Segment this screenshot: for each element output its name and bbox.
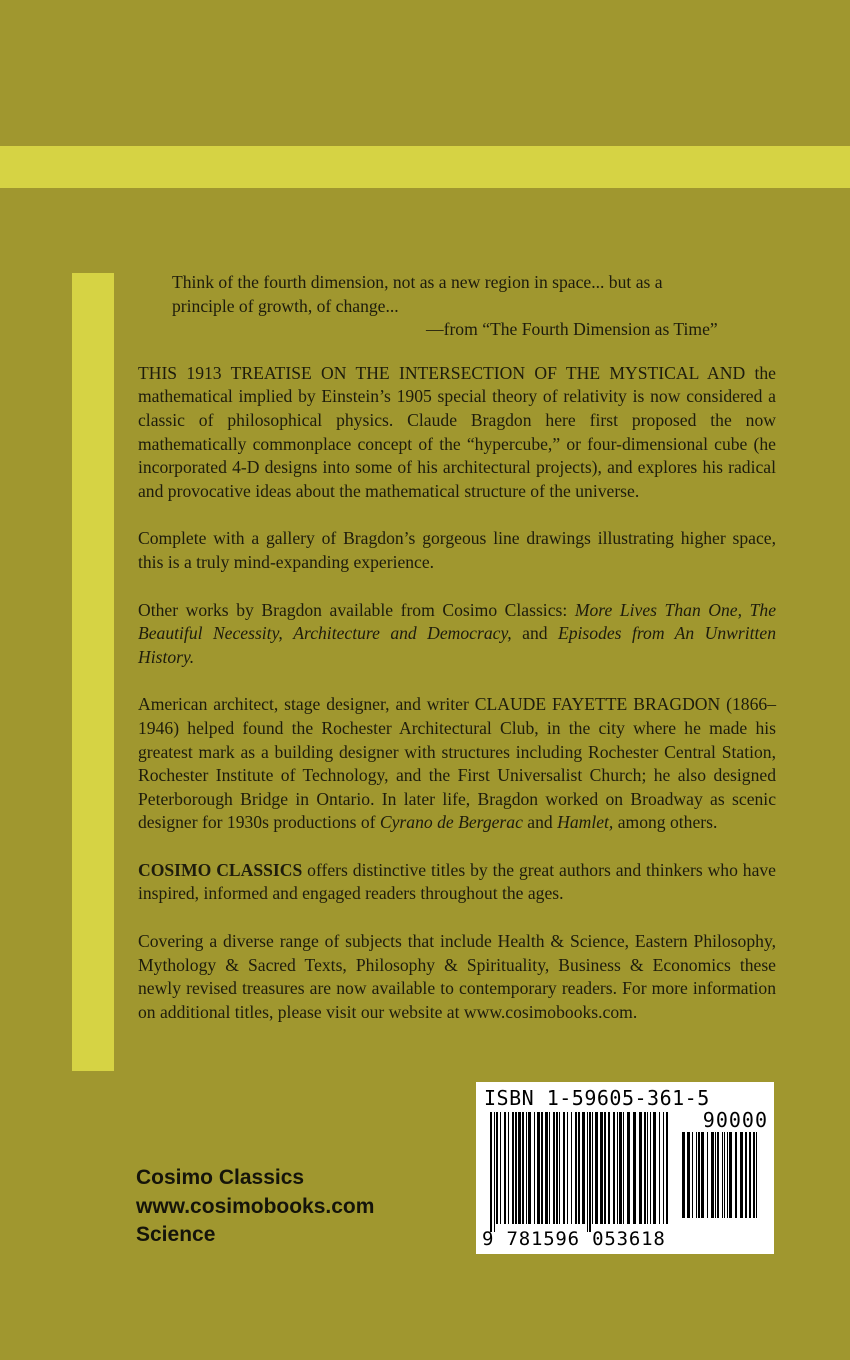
barcode-bar bbox=[563, 1112, 565, 1224]
barcode-bar bbox=[578, 1112, 580, 1224]
barcode-bar bbox=[500, 1112, 501, 1224]
barcode-bar bbox=[537, 1112, 540, 1224]
barcode-bar bbox=[534, 1112, 535, 1224]
barcode-bar bbox=[666, 1112, 668, 1224]
barcode-bar bbox=[608, 1112, 610, 1224]
work-title-3: Architecture and Democracy, bbox=[293, 623, 512, 644]
play-title-2: Hamlet, bbox=[557, 812, 614, 833]
other-works-and: and bbox=[522, 623, 548, 644]
barcode-bar bbox=[600, 1112, 603, 1224]
barcode-bar bbox=[508, 1112, 509, 1224]
top-accent-band bbox=[0, 146, 850, 188]
author-name: CLAUDE FAYETTE BRAGDON bbox=[474, 694, 721, 715]
isbn-barcode bbox=[476, 1082, 774, 1254]
barcode-bar bbox=[722, 1132, 723, 1218]
barcode-bar bbox=[696, 1132, 697, 1218]
barcode-bar bbox=[549, 1112, 550, 1224]
epigraph-attribution: —from “The Fourth Dimension as Time” bbox=[426, 319, 718, 340]
barcode-bar bbox=[653, 1112, 656, 1224]
barcode-bar bbox=[753, 1132, 755, 1218]
publisher-name: Cosimo Classics bbox=[136, 1166, 305, 1189]
barcode-bar bbox=[745, 1132, 747, 1218]
barcode-bar bbox=[587, 1112, 588, 1232]
bio-end: among others. bbox=[617, 812, 718, 833]
bio-body: (1866–1946) helped found the Rochester Architectural Club, in the city where he made his greatest mark as a building designer with structures including Rochester Central Station, Rochester Institute of Technology, and the First Universalist Church; he also designed Peterborough Bridge in Ontario. In later life, Bragdon worked on Broadway as scenic designer for 1930s productions of bbox=[138, 694, 776, 833]
epigraph-line-1: Think of the fourth dimension, not as a new region in space... but as a bbox=[172, 272, 663, 292]
work-title-4: Episodes from An Unwritten History. bbox=[138, 623, 777, 667]
ean-bars bbox=[490, 1112, 672, 1232]
barcode-bar bbox=[559, 1112, 560, 1224]
barcode-bar bbox=[707, 1132, 708, 1218]
barcode-bar bbox=[617, 1112, 618, 1224]
barcode-bar bbox=[592, 1112, 593, 1224]
barcode-bar bbox=[545, 1112, 548, 1224]
barcode-bar bbox=[494, 1112, 495, 1232]
bio-and: and bbox=[527, 812, 553, 833]
book-category: Science bbox=[136, 1223, 216, 1246]
isbn-text: ISBN 1-59605-361-5 bbox=[484, 1086, 710, 1110]
barcode-bar bbox=[526, 1112, 527, 1224]
barcode-bar bbox=[619, 1112, 622, 1224]
barcode-bar bbox=[735, 1132, 737, 1218]
barcode-bar bbox=[659, 1112, 660, 1224]
barcode-bar bbox=[556, 1112, 558, 1224]
treatise-paragraph bbox=[138, 362, 776, 504]
barcode-bar bbox=[756, 1132, 757, 1218]
barcode-bar bbox=[571, 1112, 572, 1224]
covering-paragraph: Covering a diverse range of subjects that include Health & Science, Eastern Philosophy, Mythology & Sacred Texts, Philosophy & Spirituality, Business & Economics these newly revised treasures are now available to contemporary readers. For more information on additional titles, please visit our website at www.cosimobooks.com. bbox=[138, 931, 776, 1022]
barcode-bar bbox=[541, 1112, 543, 1224]
barcode-bar bbox=[627, 1112, 630, 1224]
cosimo-text: offers distinctive titles by the great authors and thinkers who have inspired, informed and engaged readers throughout the ages. bbox=[138, 859, 776, 904]
work-title-2: The Beautiful Necessity, bbox=[138, 599, 776, 644]
barcode-bar bbox=[701, 1132, 704, 1218]
epigraph bbox=[138, 271, 776, 342]
barcode-bar bbox=[575, 1112, 577, 1224]
work-title-1: More Lives Than One, bbox=[574, 599, 743, 620]
barcode-bar bbox=[639, 1112, 642, 1224]
price-code: 90000 bbox=[702, 1108, 768, 1132]
barcode-bar bbox=[692, 1132, 693, 1218]
barcode-bar bbox=[582, 1112, 585, 1224]
play-title-1: Cyrano de Bergerac bbox=[379, 812, 523, 833]
barcode-bar bbox=[553, 1112, 555, 1224]
barcode-bar bbox=[682, 1132, 685, 1218]
gallery-paragraph: Complete with a gallery of Bragdon’s gorgeous line drawings illustrating higher space, this is a truly mind-expanding experience. bbox=[138, 528, 776, 572]
barcode-bar bbox=[698, 1132, 700, 1218]
barcode-bar bbox=[749, 1132, 751, 1218]
barcode-bar bbox=[644, 1112, 646, 1224]
barcode-bar bbox=[623, 1112, 624, 1224]
publisher-imprint bbox=[136, 1164, 374, 1250]
epigraph-line-2: principle of growth, of change... bbox=[172, 295, 399, 316]
barcode-bar bbox=[518, 1112, 521, 1224]
bio-intro: American architect, stage designer, and writer bbox=[138, 694, 469, 715]
barcode-bar bbox=[717, 1132, 719, 1218]
other-works-paragraph bbox=[138, 599, 776, 670]
cosimo-bold: COSIMO CLASSICS bbox=[138, 859, 303, 880]
barcode-bar bbox=[512, 1112, 514, 1224]
addon-bars bbox=[682, 1132, 762, 1226]
treatise-body: the mathematical implied by Einstein’s 1905 special theory of relativity is now considered a classic of philosophical physics. Claude Bragdon here first proposed the now mathematically commonplace concept of the “hypercube,” or four-dimensional cube (he incorporated 4-D designs into some of his architectural projects), and explores his radical and provocative ideas about the mathematical structure of the universe. bbox=[138, 362, 776, 501]
barcode-bar bbox=[490, 1112, 492, 1232]
barcode-bar bbox=[727, 1132, 728, 1218]
barcode-bar bbox=[522, 1112, 524, 1224]
barcode-bar bbox=[515, 1112, 517, 1224]
barcode-bar bbox=[496, 1112, 498, 1224]
other-works-intro: Other works by Bragdon available from Cosimo Classics: bbox=[138, 599, 568, 620]
barcode-bar bbox=[504, 1112, 506, 1224]
barcode-bar bbox=[663, 1112, 664, 1224]
back-cover-text bbox=[138, 271, 776, 1024]
barcode-bar bbox=[604, 1112, 606, 1224]
barcode-bar bbox=[613, 1112, 615, 1224]
ean-number: 9 781596 053618 bbox=[482, 1228, 666, 1250]
barcode-bar bbox=[650, 1112, 651, 1224]
barcode-bar bbox=[633, 1112, 636, 1224]
treatise-lead-caps: THIS 1913 TREATISE ON THE INTERSECTION OF THE MYSTICAL AND bbox=[138, 362, 746, 383]
barcode-bar bbox=[724, 1132, 725, 1218]
barcode-bar bbox=[528, 1112, 531, 1224]
barcode-bar bbox=[567, 1112, 568, 1224]
barcode-bar bbox=[740, 1132, 743, 1218]
barcode-bar bbox=[729, 1132, 732, 1218]
publisher-website: www.cosimobooks.com bbox=[136, 1194, 375, 1218]
side-accent-bar bbox=[72, 273, 114, 1071]
barcode-bar bbox=[647, 1112, 648, 1224]
cosimo-paragraph bbox=[138, 859, 776, 906]
barcode-bar bbox=[711, 1132, 714, 1218]
barcode-bar bbox=[687, 1132, 690, 1218]
bio-paragraph bbox=[138, 693, 776, 835]
barcode-bar bbox=[715, 1132, 716, 1218]
barcode-bar bbox=[589, 1112, 591, 1232]
barcode-bar bbox=[595, 1112, 598, 1224]
